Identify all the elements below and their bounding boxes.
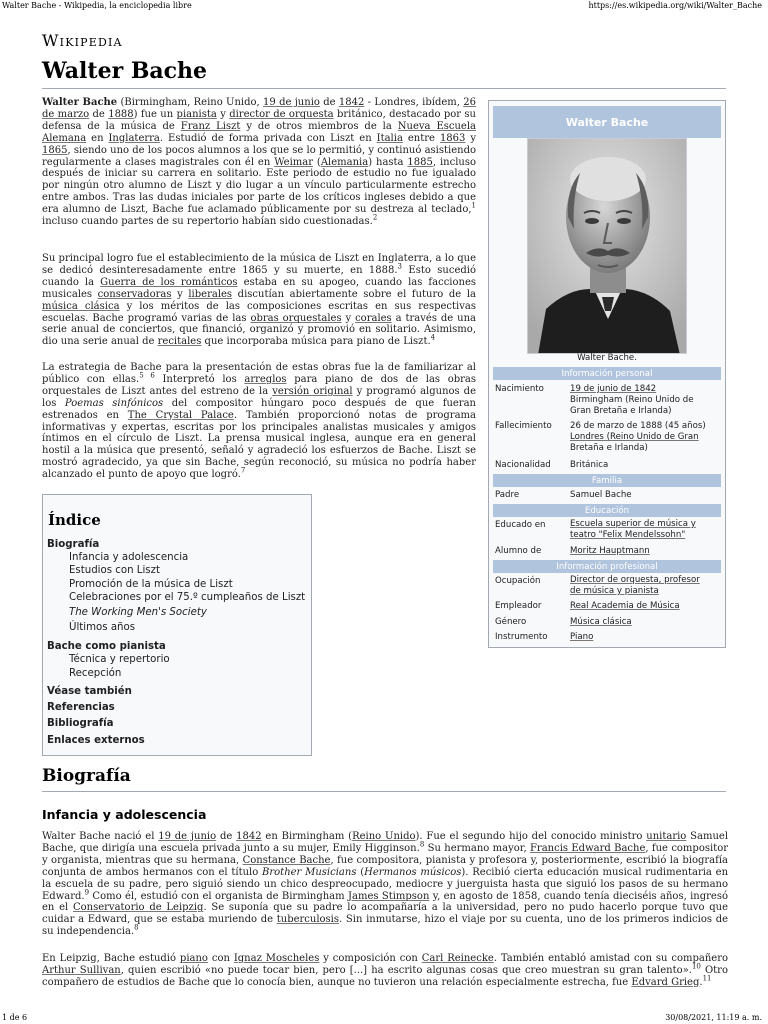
toc-item[interactable]: Últimos años (69, 622, 136, 633)
italic-term: Poemas sinfónicos (64, 397, 164, 409)
section-heading-biografia: Biografía (42, 766, 131, 786)
birth-place-line-2: Gran Bretaña e Irlanda) (570, 406, 672, 416)
inline-link[interactable]: tuberculosis (276, 914, 340, 926)
death-place-link[interactable]: Londres (Reino Unido de Gran (570, 432, 699, 442)
lead-paragraph-2: Su principal logro fue el establecimiento de la música de Liszt en Inglaterra, a lo que se dedicó desinteresadamente entre 1865 y su muerte, en 1888.$^3$ Esto sucedió cuando la Guerra de los románticos estaba en su apogeo, cuando las facciones musicales conservadoras y liberales discutían abiertamente sobre el futuro de la música clásica y los méritos de las composiciones escritas en sus respectivas escuelas. Bache programó varias de las obras orquestales y corales a través de una serie anual de conciertos, que financió, organizó y promovió en solitario. Asimismo, dio una serie anual de recitales que incorporaba música para piano de Liszt.$^4$ (42, 253, 477, 348)
subsection-heading-infancia: Infancia y adolescencia (42, 807, 207, 822)
inline-link[interactable]: Alemania (320, 156, 369, 168)
toc-item[interactable]: Enlaces externos (47, 735, 145, 746)
inline-link[interactable]: 26 de marzo (42, 97, 476, 120)
instrument-link[interactable]: Piano (570, 632, 594, 642)
citation-ref[interactable]: 1 (471, 201, 476, 210)
inline-link[interactable]: pianista (176, 108, 217, 120)
wikipedia-logo[interactable]: Wikipedia (42, 31, 123, 50)
citation-ref[interactable]: 8 (134, 923, 139, 932)
citation-ref[interactable]: 2 (372, 213, 378, 222)
infobox-value-padre: Samuel Bache (570, 490, 632, 500)
inline-link[interactable]: música clásica (42, 300, 120, 312)
death-place-line-2: Bretaña e Irlanda) (570, 443, 648, 453)
bold-term: Walter Bache (42, 97, 118, 108)
body-paragraph-1: Walter Bache nació el 19 de junio de 1842 en Birmingham (Reino Unido). Fue el segundo hijo del conocido ministro unitario Samuel Bache, que dirigía una escuela privada junto a su mujer, Emily Higginson.$^8$ Su hermano mayor, Francis Edward Bache, fue compositor y organista, mientras que su hermana, Constance Bache, fue compositora, pianista y profesora y, posteriormente, escribió la biografía conjunta de ambos hermanos con el título Brother Musicians (Hermanos músicos). Recibió cierta educación musical rudimentaria en la escuela de su padre, pero siguió siendo un chico despreocupado, mediocre y juerguista hasta que siguió los pasos de su hermano Edward.$^9$ Como él, estudió con el organista de Birmingham James Stimpson y, en agosto de 1858, cuando tenía dieciséis años, ingresó en el Conservatorio de Leipzig. Se suponía que su padre lo acompañaría a la universidad, pero no pudo hacerlo porque tuvo que cuidar a Edward, que se estaba muriendo de tuberculosis. Sin inmutarse, hizo el viaje por su cuenta, uno de los primeros indicios de su independencia.$^8$ (42, 831, 729, 938)
toc-item[interactable]: Celebraciones por el 75.º cumpleaños de Liszt (69, 592, 306, 603)
print-header-url: https://es.wikipedia.org/wiki/Walter_Bache (588, 1, 762, 10)
inline-link[interactable]: Edvard Grieg (631, 976, 700, 988)
print-header-title: Walter Bache - Wikipedia, la enciclopedia libre (2, 1, 192, 10)
print-footer-page: 1 de 6 (2, 1013, 28, 1022)
citation-ref[interactable]: 10 (691, 962, 701, 971)
inline-link[interactable]: unitario (646, 831, 687, 842)
teacher-link[interactable]: Moritz Hauptmann (570, 546, 650, 556)
birth-date-link[interactable]: 19 de junio de 1842 (570, 384, 657, 394)
toc-item[interactable]: Estudios con Liszt (69, 565, 160, 576)
inline-link[interactable]: arreglos (244, 373, 287, 385)
section-divider (42, 791, 726, 792)
toc-item[interactable]: The Working Men's Society (69, 607, 207, 618)
infobox-label-ocupacion: Ocupación (495, 576, 541, 586)
inline-link[interactable]: Ignaz Moscheles (233, 953, 320, 964)
infobox-value-ocupacion[interactable] (570, 575, 720, 597)
inline-link[interactable]: director de orquesta (229, 108, 334, 120)
infobox-label-padre: Padre (495, 490, 520, 500)
inline-link[interactable]: conservadoras (97, 288, 172, 300)
infobox-label-educado-en: Educado en (495, 520, 546, 530)
page-title: Walter Bache (42, 58, 208, 84)
toc-item[interactable]: Recepción (69, 668, 122, 679)
inline-link[interactable]: Inglaterra (108, 132, 160, 144)
inline-link[interactable]: Nueva Escuela Alemana (42, 120, 476, 144)
inline-link[interactable]: corales (355, 312, 392, 324)
inline-link[interactable]: 1842 (338, 97, 365, 108)
citation-ref[interactable]: 8 (419, 840, 425, 849)
inline-link[interactable]: 19 de junio (158, 831, 217, 842)
inline-link[interactable]: Italia (376, 132, 403, 144)
toc-item[interactable]: Bibliografía (47, 718, 114, 729)
citation-ref[interactable]: 4 (430, 334, 436, 343)
table-of-contents (42, 494, 312, 756)
inline-link[interactable]: 1842 (236, 831, 262, 842)
infobox-label-genero: Género (495, 617, 527, 627)
school-link-line-2[interactable]: teatro "Felix Mendelssohn" (570, 530, 686, 540)
infobox-label-nacimiento: Nacimiento (495, 384, 544, 394)
inline-link[interactable]: Conservatorio de Leipzig (72, 902, 204, 914)
infobox-value-educado-en[interactable] (570, 519, 720, 541)
portrait-caption: Walter Bache. (577, 353, 637, 363)
school-link-line-1[interactable]: Escuela superior de música y (570, 519, 696, 529)
employer-link[interactable]: Real Academia de Música (570, 601, 680, 611)
italic-term: Brother Musicians (262, 866, 357, 878)
portrait-photo[interactable] (527, 138, 687, 354)
citation-ref[interactable]: 3 (397, 262, 403, 271)
inline-link[interactable]: liberales (188, 288, 233, 300)
infobox-label-alumno-de: Alumno de (495, 546, 542, 556)
occupation-link-line-1[interactable]: Director de orquesta, profesor (570, 575, 700, 585)
citation-ref[interactable]: 9 (84, 888, 90, 897)
infobox-section-personal: Información personal (493, 367, 721, 380)
inline-link[interactable]: Franz Liszt (180, 120, 241, 132)
print-footer-date: 30/08/2021, 11:19 a. m. (665, 1013, 762, 1022)
infobox-title: Walter Bache (493, 106, 721, 138)
inline-link[interactable]: 1863 (439, 132, 466, 144)
occupation-link-line-2[interactable]: de música y pianista (570, 586, 659, 596)
lead-paragraph-1: Walter Bache (Birmingham, Reino Unido, 19 de junio de 1842 - Londres, ibídem, 26 de marzo de 1888) fue un pianista y director de orquesta británico, destacado por su defensa de la música de Franz Liszt y de otros miembros de la Nueva Escuela Alemana en Inglaterra. Estudió de forma privada con Liszt en Italia entre 1863 y 1865, siendo uno de los pocos alumnos a los que se lo permitió, y continuó asistiendo regularmente a clases magistrales con él en Weimar (Alemania) hasta 1885, incluso después de iniciar su carrera en solitario. Este periodo de estudio no fue igualado por ningún otro alumno de Liszt y dio lugar a un vínculo particularmente estrecho entre ambos. Tras las dudas iniciales por parte de los críticos ingleses debido a que era alumno de Liszt, Bache fue aclamado públicamente por su destreza al teclado,$^1$ incluso cuando partes de su repertorio habían sido cuestionadas.$^2$ (42, 97, 477, 228)
inline-link[interactable]: Arthur Sullivan (42, 964, 121, 976)
portrait-image-icon (528, 139, 687, 354)
lead-paragraph-3: La estrategia de Bache para la presentación de estas obras fue la de familiarizar al público con ellas.$^{5 6}$ Interpretó los arreglos para piano de dos de las obras orquestales de Liszt antes del estreno de la versión original y programó algunos de los Poemas sinfónicos del compositor húngaro poco después de que fueran estrenados en The Crystal Palace. También proporcionó notas de programa informativas y expertas, escritas por los principales analistas musicales y amigos íntimos en el círculo de Liszt. La prensa musical inglesa, aunque era en general hostil a la música que presentó, señaló y agradeció los esfuerzos de Bache. Liszt se mostró agradecido, ya que sin Bache, según reconoció, su música no podría haber alcanzado el punto de apoyo que logró.$^7$ (42, 362, 476, 481)
infobox-section-family: Familia (493, 474, 721, 487)
toc-item[interactable]: Promoción de la música de Liszt (69, 579, 233, 590)
citation-ref[interactable]: 5 6 (139, 371, 155, 380)
infobox-value-alumno-de[interactable] (570, 546, 720, 557)
inline-link[interactable]: versión original (272, 385, 353, 397)
inline-link[interactable]: Weimar (274, 156, 313, 168)
inline-link[interactable]: 19 de junio (263, 97, 320, 108)
infobox-value-fallecimiento (570, 421, 720, 454)
birth-place-line-1: Birmingham (Reino Unido de (570, 395, 694, 405)
citation-ref[interactable]: 11 (702, 974, 712, 983)
infobox-label-fallecimiento: Fallecimiento (495, 421, 552, 431)
inline-link[interactable]: Constance Bache (242, 854, 331, 866)
death-date: 26 de marzo de 1888 (45 años) (570, 421, 706, 431)
infobox-value-nacionalidad: Británica (570, 460, 609, 470)
inline-link[interactable]: Carl Reinecke (421, 953, 494, 964)
inline-link[interactable]: Francis Edward Bache (529, 842, 646, 854)
inline-link[interactable]: recitales (157, 336, 202, 348)
infobox-value-nacimiento (570, 384, 720, 417)
infobox-section-professional: Información profesional (493, 560, 721, 573)
inline-link[interactable]: James Stimpson (347, 890, 430, 902)
inline-link[interactable]: 1865 (42, 144, 68, 156)
infobox-value-instrumento[interactable] (570, 632, 720, 643)
toc-title: Índice (48, 511, 101, 529)
infobox-value-genero[interactable] (570, 617, 720, 628)
citation-ref[interactable]: 7 (240, 466, 246, 475)
inline-link[interactable]: Reino Unido (352, 831, 416, 842)
inline-link[interactable]: obras orquestales (250, 312, 342, 324)
toc-item[interactable]: Referencias (47, 702, 115, 713)
title-divider (42, 88, 726, 89)
body-paragraph-2: En Leipzig, Bache estudió piano con Ignaz Moscheles y composición con Carl Reinecke. También entabló amistad con su compañero Arthur Sullivan, quien escribió «no puede tocar bien, pero [...] ha escrito algunas cosas que creo muestran su gran talento».$^{10}$ Otro compañero de estudios de Bache que lo conocía bien, aunque no tuvieron una relación especialmente estrecha, fue Edvard Grieg.$^{11}$ (42, 953, 729, 988)
inline-link[interactable]: 1885 (407, 156, 433, 168)
toc-item[interactable]: Biografía (47, 539, 100, 550)
toc-item[interactable]: Véase también (47, 686, 132, 697)
toc-item[interactable]: Bache como pianista (47, 641, 166, 652)
inline-link[interactable]: 1888 (108, 108, 134, 120)
inline-link[interactable]: The Crystal Palace (127, 409, 234, 421)
infobox-section-education: Educación (493, 504, 721, 517)
toc-item[interactable]: Infancia y adolescencia (69, 552, 189, 563)
inline-link[interactable]: piano (179, 953, 208, 964)
infobox-label-nacionalidad: Nacionalidad (495, 460, 551, 470)
infobox-label-instrumento: Instrumento (495, 632, 548, 642)
toc-item[interactable]: Técnica y repertorio (69, 654, 170, 665)
infobox (488, 100, 726, 648)
infobox-value-empleador[interactable] (570, 601, 720, 612)
italic-term: Hermanos músicos (364, 866, 462, 878)
genre-link[interactable]: Música clásica (570, 617, 632, 627)
inline-link[interactable]: Guerra de los románticos (100, 276, 238, 288)
infobox-label-empleador: Empleador (495, 601, 542, 611)
